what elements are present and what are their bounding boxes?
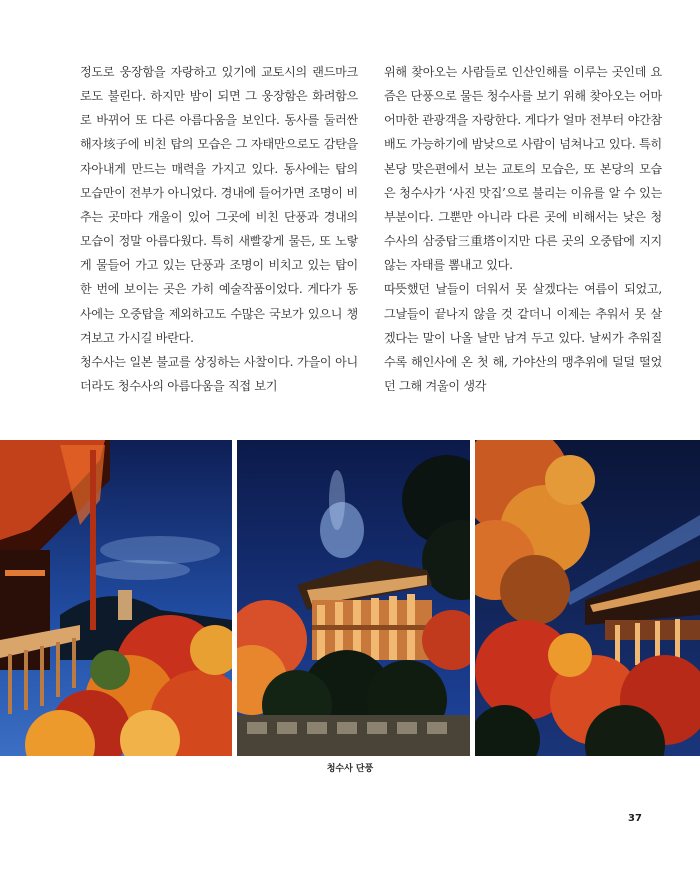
paragraph: 청수사는 일본 불교를 상징하는 사찰이다. 가을이 아니더라도 청수사의 아름다움을 직접 보기 bbox=[80, 354, 358, 394]
paragraph: 따뜻했던 날들이 더워서 못 살겠다는 여름이 되었고, 그날들이 끝나지 않을 것 같더니 이제는 추워서 못 살겠다는 말이 나올 날만 남겨 두고 있다. 날씨가 추워질수록 해인사에 온 첫 해, 가야산의 맹추위에 덜덜 떨었던 그해 겨울이 생각 bbox=[384, 282, 662, 394]
photo-maples-searchlight bbox=[475, 440, 700, 756]
photo-strip bbox=[0, 440, 700, 756]
photo-caption: 청수사 단풍 bbox=[326, 764, 374, 774]
text-column-right bbox=[384, 60, 662, 398]
photo-temple-balcony bbox=[0, 440, 232, 756]
paragraph: 위해 찾아오는 사람들로 인산인해를 이루는 곳인데 요즘은 단풍으로 물든 청수사를 보기 위해 찾아오는 어마어마한 관광객을 자랑한다. 게다가 얼마 전부터 야간참배도 가능하기에 밤낮으로 사람이 넘쳐나고 있다. 특히 본당 맞은편에서 보는 교토의 모습은, 또 본당의 모습은 청수사가 ‘사진 맛집’으로 불리는 이유를 알 수 있는 부분이다. 그뿐만 아니라 다른 곳에 비해서는 낮은 청수사의 삼중탑三重塔이지만 다른 곳의 오중탑에 지지 않는 자태를 뽐내고 있다. bbox=[384, 65, 662, 273]
photo-main-hall-stage bbox=[237, 440, 470, 756]
paragraph: 정도로 웅장함을 자랑하고 있기에 교토시의 랜드마크로도 불린다. 하지만 밤이 되면 그 웅장함은 화려함으로 바뀌어 또 다른 아름다움을 보인다. 동사를 둘러싼 해자垓子에 비친 탑의 모습은 그 자태만으로도 감탄을 자아내게 만드는 매력을 가지고 있다. 동사에는 탑의 모습만이 전부가 아니었다. 경내에 들어가면 조명이 비추는 곳마다 개울이 있어 그곳에 비친 단풍과 경내의 모습이 정말 아름다웠다. 특히 새빨갛게 물든, 또 노랗게 물들어 가고 있는 단풍과 조명이 비치고 있는 탑이 한 번에 보이는 곳은 가히 예술작품이었다. 게다가 동사에는 오중탑을 제외하고도 수많은 국보가 있으니 챙겨보고 가시길 바란다. bbox=[80, 65, 358, 345]
page-number: 37 bbox=[628, 813, 642, 824]
text-column-left bbox=[80, 60, 358, 398]
